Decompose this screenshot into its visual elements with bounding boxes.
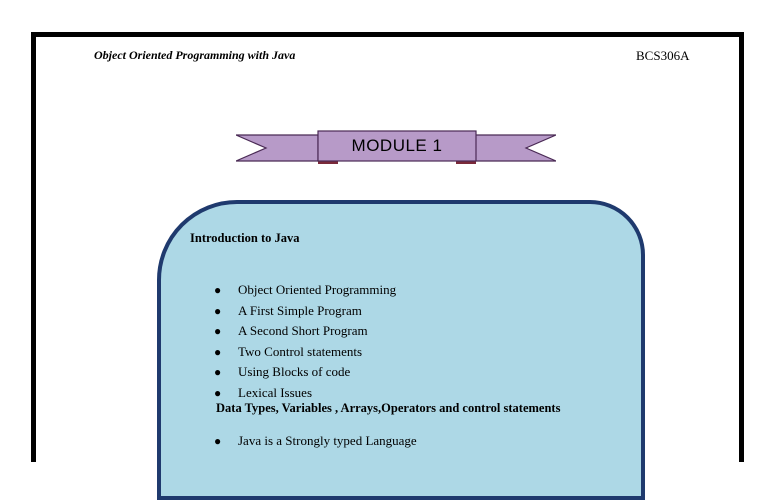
list-item: ● Object Oriented Programming (214, 280, 396, 301)
disc-bullet-icon: ● (214, 365, 222, 380)
list-item: ● Lexical Issues (214, 383, 396, 404)
intro-topic-list (214, 280, 396, 404)
disc-bullet-icon: ● (214, 303, 222, 318)
disc-bullet-icon: ● (214, 434, 222, 448)
list-item: ● Using Blocks of code (214, 362, 396, 383)
list-item: ● A Second Short Program (214, 321, 396, 342)
course-code: BCS306A (636, 48, 690, 63)
course-title: Object Oriented Programming with Java (94, 48, 296, 62)
list-item: ● Two Control statements (214, 342, 396, 363)
intro-section-title: Introduction to Java (190, 231, 300, 245)
list-item: ● A First Simple Program (214, 301, 396, 322)
disc-bullet-icon: ● (214, 385, 222, 400)
disc-bullet-icon: ● (214, 344, 222, 359)
disc-bullet-icon: ● (214, 283, 222, 297)
ribbon-left-tail (236, 135, 318, 161)
ribbon-right-tail (474, 135, 556, 161)
types-section-title: Data Types, Variables , Arrays,Operators and control statements (216, 401, 561, 415)
list-item: ● Java is a Strongly typed Language (214, 433, 417, 448)
module-label: MODULE 1 (351, 136, 443, 155)
disc-bullet-icon: ● (214, 324, 222, 339)
